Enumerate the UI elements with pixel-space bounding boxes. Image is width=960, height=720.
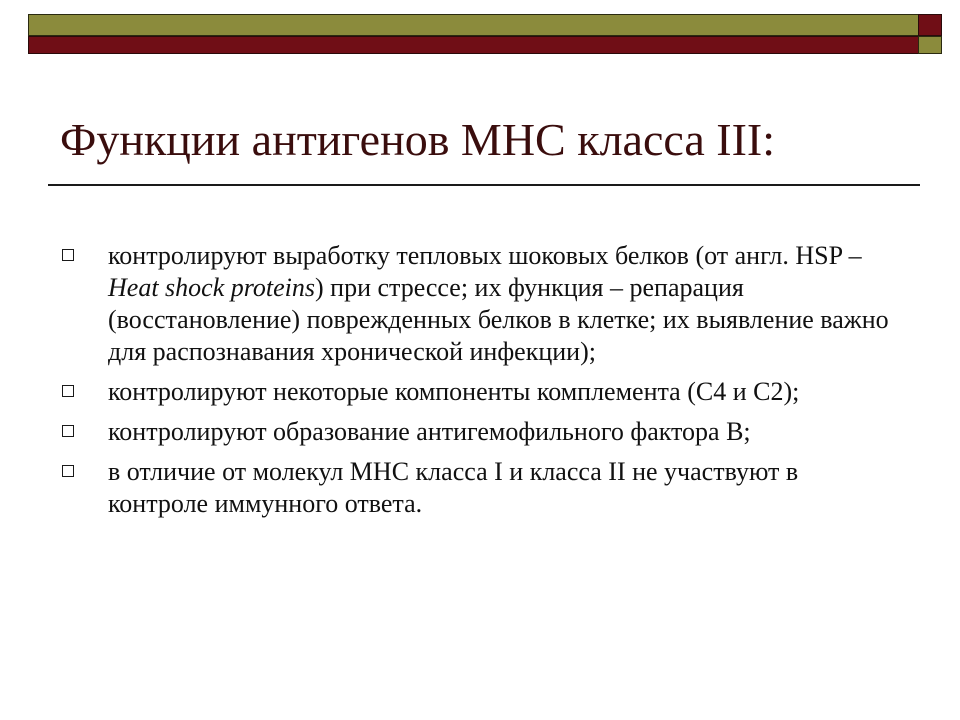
list-item: [62, 456, 902, 520]
bullet-text: в отличие от молекул МНС класса I и класса II не участвуют в контроле иммунного ответа.: [108, 457, 799, 518]
bullet-text: контролируют некоторые компоненты комплемента (С4 и С2);: [108, 377, 800, 406]
bullet-text-italic: Heat shock proteins: [108, 273, 315, 302]
bullet-text-part: контролируют выработку тепловых шоковых белков (от англ. HSP –: [108, 241, 862, 270]
title-divider: [48, 184, 920, 186]
hollow-square-icon: [62, 249, 74, 261]
list-item: [62, 376, 902, 408]
bullet-text-part: ) при стрессе; их функция – репарация (восстановление) поврежденных белков в клетке; их выявление важно для распознавания хронической инфекции);: [108, 273, 889, 366]
hollow-square-icon: [62, 385, 74, 397]
list-item: [62, 240, 902, 368]
bullet-text: контролируют образование антигемофильного фактора В;: [108, 417, 751, 446]
header-band: [28, 14, 920, 54]
corner-block-maroon: [918, 14, 942, 36]
header-band-maroon: [28, 36, 920, 54]
hollow-square-icon: [62, 465, 74, 477]
list-item: [62, 416, 902, 448]
bullet-list: [62, 240, 902, 528]
header-band-olive: [28, 14, 920, 36]
hollow-square-icon: [62, 425, 74, 437]
slide-title: Функции антигенов МНС класса III:: [60, 114, 775, 165]
corner-block-olive: [918, 36, 942, 54]
